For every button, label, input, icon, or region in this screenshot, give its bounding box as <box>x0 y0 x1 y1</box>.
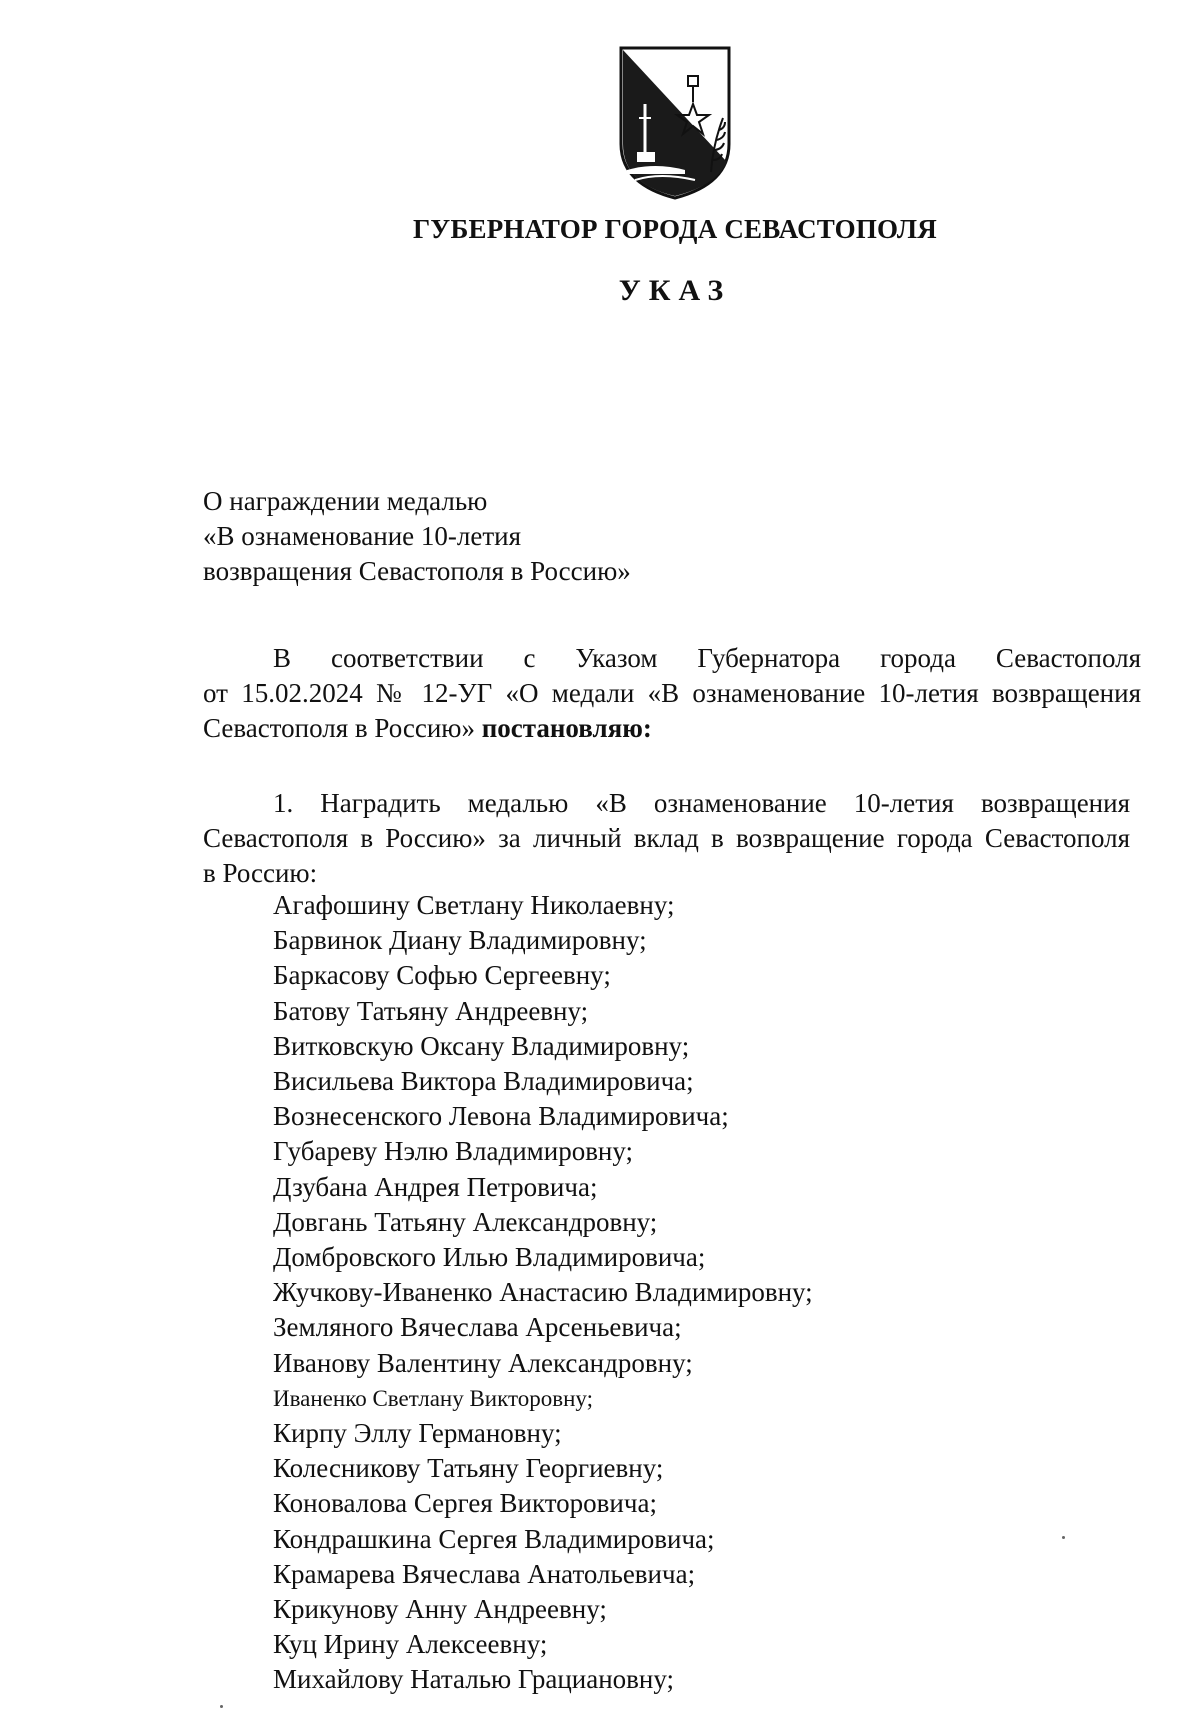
resolution-word: постановляю: <box>481 713 652 743</box>
awardee-name: Жучкову-Иваненко Анастасию Владимировну; <box>273 1277 813 1308</box>
scan-speck <box>220 1705 223 1708</box>
awardee-name: Висильева Виктора Владимировича; <box>273 1066 694 1097</box>
clause-line: в Россию: <box>203 858 318 888</box>
awardee-name: Кирпу Эллу Германовну; <box>273 1418 562 1449</box>
subject-line: О награждении медалью <box>203 486 488 516</box>
awardee-list <box>273 888 813 1698</box>
preamble-line: от 15.02.2024 № 12-УГ «О медали «В ознаменование 10-летия возвращения <box>203 678 1141 708</box>
subject-line: возвращения Севастополя в Россию» <box>203 556 631 586</box>
awardee-name: Куц Ирину Алексеевну; <box>273 1629 548 1660</box>
awardee-name: Витковскую Оксану Владимировну; <box>273 1030 690 1061</box>
clause-line: Севастополя в Россию» за личный вклад в возвращение города Севастополя <box>203 823 1130 853</box>
awardee-name: Довгань Татьяну Александровну; <box>273 1206 658 1237</box>
preamble-line: В соответствии с Указом Губернатора города Севастополя <box>273 643 1141 673</box>
preamble-text: Севастополя в Россию» <box>203 713 482 743</box>
awardee-name: Агафошину Светлану Николаевну; <box>273 890 675 920</box>
awardee-name: Батову Татьяну Андреевну; <box>273 995 589 1026</box>
decree-title: УКАЗ <box>618 274 732 307</box>
governor-title: ГУБЕРНАТОР ГОРОДА СЕВАСТОПОЛЯ <box>413 214 937 244</box>
awardee-name: Вознесенского Левона Владимировича; <box>273 1101 729 1132</box>
clause-line: 1. Наградить медалью «В ознаменование 10-летия возвращения <box>273 788 1130 818</box>
subject-line: «В ознаменование 10-летия <box>203 521 522 551</box>
awardee-name: Барвинок Диану Владимировну; <box>273 925 647 956</box>
sevastopol-coat-of-arms-icon <box>615 44 735 202</box>
awardee-name: Иванову Валентину Александровну; <box>273 1347 693 1378</box>
awardee-name: Дзубана Андрея Петровича; <box>273 1171 598 1202</box>
awardee-name: Коновалова Сергея Викторовича; <box>273 1488 657 1519</box>
clause-1 <box>203 786 1130 891</box>
awardee-name: Домбровского Илью Владимировича; <box>273 1242 706 1273</box>
decree-subject <box>203 484 631 589</box>
awardee-name: Крикунову Анну Андреевну; <box>273 1594 607 1625</box>
awardee-name: Колесникову Татьяну Георгиевну; <box>273 1453 664 1484</box>
awardee-name: Михайлову Наталью Грациановну; <box>273 1664 674 1695</box>
preamble-paragraph <box>203 641 1141 746</box>
scan-speck <box>1062 1536 1065 1539</box>
awardee-name: Баркасову Софью Сергеевну; <box>273 960 611 991</box>
awardee-name: Земляного Вячеслава Арсеньевича; <box>273 1312 682 1343</box>
awardee-name: Иваненко Светлану Викторовну; <box>273 1385 593 1411</box>
preamble-line <box>203 711 1141 746</box>
awardee-name: Кондрашкина Сергея Владимировича; <box>273 1523 715 1554</box>
awardee-name: Крамарева Вячеслава Анатольевича; <box>273 1558 696 1589</box>
awardee-name: Губареву Нэлю Владимировну; <box>273 1136 634 1167</box>
